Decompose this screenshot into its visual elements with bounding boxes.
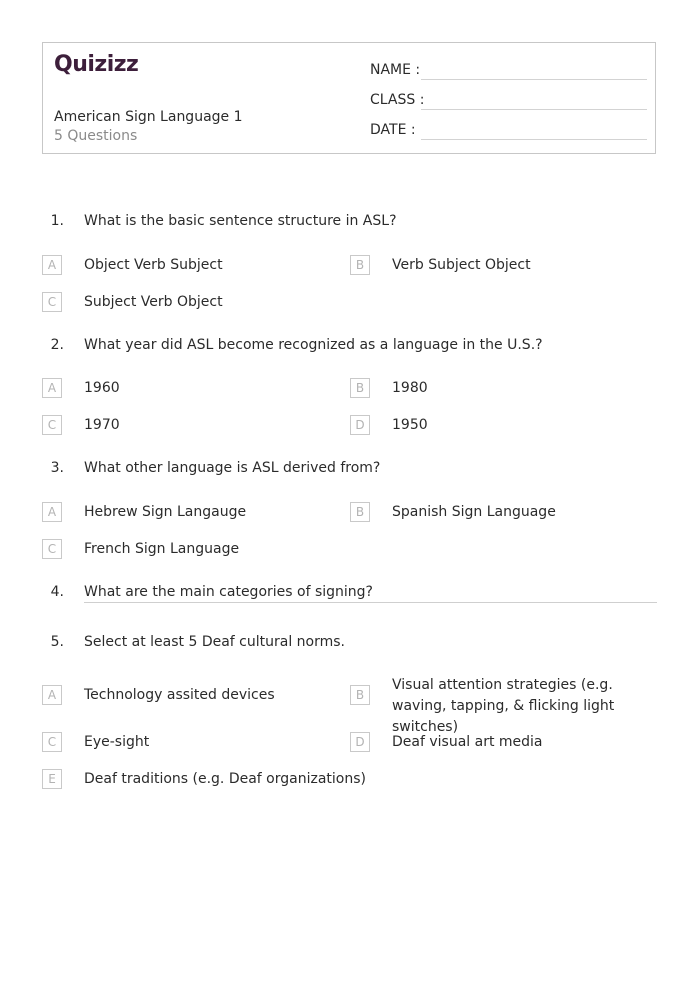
option-letter-box[interactable]: C: [42, 732, 62, 752]
option-letter-box[interactable]: E: [42, 769, 62, 789]
date-label: DATE :: [370, 122, 416, 138]
option-letter-box[interactable]: A: [42, 255, 62, 275]
class-line[interactable]: [421, 109, 647, 110]
option-letter-box[interactable]: B: [350, 685, 370, 705]
option-text: 1970: [84, 417, 120, 433]
option-letter-box[interactable]: A: [42, 685, 62, 705]
option-letter-box[interactable]: B: [350, 502, 370, 522]
class-label: CLASS :: [370, 92, 425, 108]
option-letter-box[interactable]: C: [42, 415, 62, 435]
option-text: Object Verb Subject: [84, 257, 223, 273]
class-field[interactable]: [370, 88, 647, 110]
option-letter-box[interactable]: B: [350, 378, 370, 398]
name-label: NAME :: [370, 62, 421, 78]
question-number: 2.: [50, 337, 64, 353]
worksheet-title: American Sign Language 1: [54, 109, 243, 125]
question-text: What is the basic sentence structure in ASL?: [84, 213, 397, 229]
option-text: Eye-sight: [84, 734, 150, 750]
option-letter-box[interactable]: B: [350, 255, 370, 275]
question-text: What other language is ASL derived from?: [84, 460, 381, 476]
option-text: Deaf traditions (e.g. Deaf organizations): [84, 771, 366, 787]
quizizz-logo: Quizizz: [54, 52, 139, 77]
option-text: 1960: [84, 380, 120, 396]
question-number: 5.: [50, 634, 64, 650]
option-letter-box[interactable]: D: [350, 732, 370, 752]
date-line[interactable]: [421, 139, 647, 140]
option-text: Deaf visual art media: [392, 734, 543, 750]
option-text: French Sign Language: [84, 541, 240, 557]
worksheet-header: [42, 42, 656, 154]
question-number: 1.: [50, 213, 64, 229]
question-count: 5 Questions: [54, 128, 138, 144]
option-text: 1980: [392, 380, 428, 396]
option-text: Subject Verb Object: [84, 294, 223, 310]
option-letter-box[interactable]: C: [42, 539, 62, 559]
option-text: Hebrew Sign Langauge: [84, 504, 247, 520]
question-number: 4.: [50, 584, 64, 600]
question-text: What are the main categories of signing?: [84, 584, 373, 600]
question-number: 3.: [50, 460, 64, 476]
answer-line[interactable]: [84, 602, 657, 603]
option-letter-box[interactable]: A: [42, 502, 62, 522]
question-text: What year did ASL become recognized as a language in the U.S.?: [84, 337, 543, 353]
option-text: 1950: [392, 417, 428, 433]
option-letter-box[interactable]: D: [350, 415, 370, 435]
option-text: Visual attention strategies (e.g. waving, tapping, & flicking light switches): [392, 677, 615, 735]
option-letter-box[interactable]: A: [42, 378, 62, 398]
option-letter-box[interactable]: C: [42, 292, 62, 312]
option-text: Verb Subject Object: [392, 257, 531, 273]
date-field[interactable]: [370, 118, 647, 140]
option-text: Spanish Sign Language: [392, 504, 556, 520]
question-text: Select at least 5 Deaf cultural norms.: [84, 634, 346, 650]
name-line[interactable]: [421, 79, 647, 80]
option-text: Technology assited devices: [84, 687, 275, 703]
name-field[interactable]: [370, 58, 647, 80]
